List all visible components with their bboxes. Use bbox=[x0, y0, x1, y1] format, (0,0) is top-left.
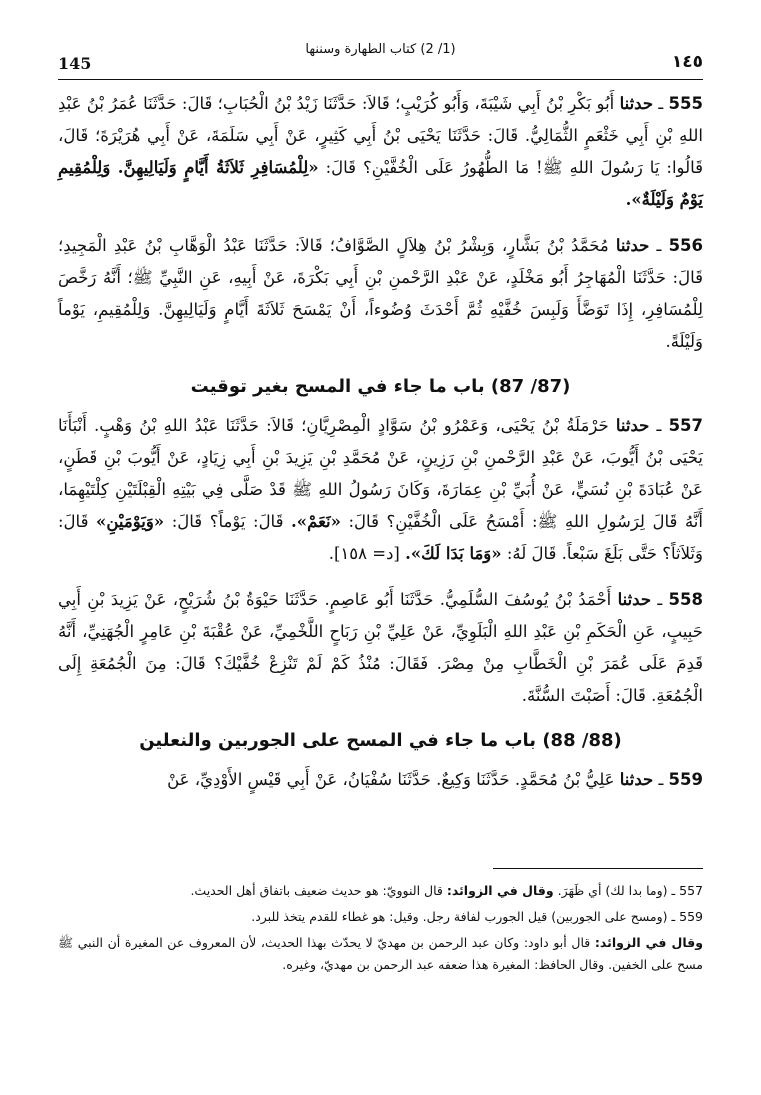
footnote-phrase: (وما بدا لك) bbox=[605, 883, 668, 898]
hadith-text: قَالَ: وَثَلاَثاً؟ حَتَّى بَلَغَ سَبْعاً. قَالَ لَهُ: bbox=[58, 512, 703, 563]
hadith-keyword: حدثنا bbox=[619, 94, 654, 113]
page-header bbox=[58, 36, 703, 76]
header-rule bbox=[58, 79, 703, 80]
hadith-text: عَلِيُّ بْنُ مُحَمَّدٍ. حَدَّثَنَا وَكِيعٌ. حَدَّثَنَا سُفْيَانُ، عَنْ أَبِي قَيْسٍ الأَوْدِيِّ، عَنْ bbox=[167, 770, 615, 789]
footnote-label: وقال في الزوائد: bbox=[594, 935, 703, 950]
footnote-label: وقال في الزوائد: bbox=[446, 883, 554, 898]
hadith-number: 558 bbox=[668, 590, 703, 609]
footnote-text: قيل الجورب لفافة رجل. وقيل: هو غطاء للقدم يتخذ للبرد. bbox=[251, 909, 548, 924]
hadith-keyword: حدثنا bbox=[615, 416, 650, 435]
cross-reference: [د= ١٥٨]. bbox=[328, 544, 400, 563]
running-title: (1/ 2) كتاب الطهارة وسننها bbox=[305, 42, 456, 57]
hadith-number: 559 bbox=[668, 770, 703, 789]
page-number-arabic: ١٤٥ bbox=[671, 52, 703, 72]
footnote-phrase: (ومسح على الجوربين) bbox=[551, 909, 668, 924]
hadith-559: 559 ـ حدثنا عَلِيُّ بْنُ مُحَمَّدٍ. حَدَّثَنَا وَكِيعٌ. حَدَّثَنَا سُفْيَانُ، عَنْ أَبِي قَيْسٍ الأَوْدِيِّ، عَنْ bbox=[167, 770, 703, 789]
prophet-quote: «وَمَا بَدَا لَكَ». bbox=[405, 544, 502, 563]
footnote-gloss: أي ظَهَرَ. bbox=[557, 883, 602, 898]
hadith-keyword: حدثنا bbox=[619, 770, 654, 789]
prophet-quote: «لِلْمُسَافِرِ ثَلاَثَةُ أَيَّامٍ وَلَيَالِيهِنَّ. وَلِلْمُقِيمِ يَوْمٌ وَلَيْلَةٌ». bbox=[58, 158, 703, 209]
footnote-text: قال النوويّ: هو حديث ضعيف باتفاق أهل الحديث. bbox=[190, 883, 443, 898]
hadith-555: 555 ـ حدثنا أَبُو بَكْرِ بْنُ أَبِي شَيْبَةَ، وَأَبُو كُرَيْبٍ؛ قَالاَ: حَدَّثَنَا زَيْدُ بْنُ الْحُبَابِ؛ قَالَ: حَدَّثَنَا عُمَرُ بْنُ عَبْدِ اللهِ بْنِ أَبِي خَثْعَمٍ الثُّمَالِيُّ. قَالَ: حَدَّثَنَا يَحْيَى بْنُ أَبِي كَثِيرٍ، عَنْ أَبِي سَلَمَةَ، عَنْ أَبِي هُرَيْرَةَ؛ قَالَ، قَالُوا: يَا رَسُولَ اللهِ ﷺ! مَا الطُّهُورُ عَلَى الْخُفَّيْنِ؟ قَالَ: «لِلْمُسَافِرِ ثَلاَثَةُ أَيَّامٍ وَلَيَالِيهِنَّ. وَلِلْمُقِيمِ يَوْمٌ وَلَيْلَةٌ». bbox=[58, 94, 704, 209]
hadith-557: 557 ـ حدثنا حَرْمَلَةُ بْنُ يَحْيَى، وَعَمْرُو بْنُ سَوَّادٍ الْمِصْرِيَّانِ؛ قَالاَ: حَدَّثَنَا عَبْدُ اللهِ بْنُ وَهْبٍ. أَنْبَأَنَا يَحْيَى بْنُ أَيُّوبَ، عَنْ عَبْدِ الرَّحْمنِ بْنِ رَزِينٍ، عَنْ مُحَمَّدِ بْنِ يَزِيدَ بْنِ أَبِي زِيَادٍ، عَنْ أَيُّوبَ بْنِ قَطَنٍ، عَنْ عُبَادَةَ بْنِ نُسَيٍّ، عَنْ أُبَيِّ بْنِ عِمَارَةَ، وَكَانَ رَسُولُ اللهِ ﷺ قَدْ صَلَّى فِي بَيْتِهِ الْقِبْلَتَيْنِ كِلْتَيْهِمَا، أَنَّهُ قَالَ لِرَسُولِ اللهِ ﷺ: أَمْسَحُ عَلَى الْخُفَّيْنِ؟ قَالَ: «نَعَمْ». قَالَ: يَوْماً؟ قَالَ: «وَيَوْمَيْنِ» قَالَ: وَثَلاَثاً؟ حَتَّى بَلَغَ سَبْعاً. قَالَ لَهُ: «وَمَا بَدَا لَكَ». [د= ١٥٨]. bbox=[58, 416, 704, 563]
footnote-text: قال أبو داود: وكان عبد الرحمن بن مهديّ لا يحدّث بهذا الحديث، لأن المعروف عن المغيرة أن النبي ﷺ مسح على الخفين. وقال الحافظ: المغيرة هذا ضعفه عبد الرحمن بن مهديّ، وغيره. bbox=[58, 935, 703, 972]
hadith-text: مُحَمَّدُ بْنُ بَشَّارٍ، وَبِشْرُ بْنُ هِلاَلٍ الصَّوَّافُ؛ قَالاَ: حَدَّثَنَا عَبْدُ الْوَهَّابِ بْنُ عَبْدِ الْمَجِيدِ؛ قَالَ: حَدَّثَنَا الْمُهَاجِرُ أَبُو مَخْلَدٍ، عَنْ عَبْدِ الرَّحْمنِ بْنِ أَبِي بَكْرَةَ، عَنْ أَبِيهِ، عَنِ النَّبِيِّ ﷺ؛ أَنَّهُ رَخَّصَ لِلْمُسَافِرِ، إِذَا تَوَضَّأَ وَلَبِسَ خُفَّيْهِ ثُمَّ أَحْدَثَ وُضُوءاً، أَنْ يَمْسَحَ ثَلاَثَةَ أَيَّامٍ وَلَيَالِيهِنَّ. وَلِلْمُقِيمِ، يَوْماً وَلَيْلَةً. bbox=[58, 236, 703, 351]
hadith-text: قَالَ: يَوْماً؟ قَالَ: bbox=[171, 512, 284, 531]
hadith-number: 555 bbox=[668, 94, 703, 113]
footnote-number: 559 bbox=[679, 909, 703, 924]
hadith-556: 556 ـ حدثنا مُحَمَّدُ بْنُ بَشَّارٍ، وَبِشْرُ بْنُ هِلاَلٍ الصَّوَّافُ؛ قَالاَ: حَدَّثَنَا عَبْدُ الْوَهَّابِ بْنُ عَبْدِ الْمَجِيدِ؛ قَالَ: حَدَّثَنَا الْمُهَاجِرُ أَبُو مَخْلَدٍ، عَنْ عَبْدِ الرَّحْمنِ بْنِ أَبِي بَكْرَةَ، عَنْ أَبِيهِ، عَنِ النَّبِيِّ ﷺ؛ أَنَّهُ رَخَّصَ لِلْمُسَافِرِ، إِذَا تَوَضَّأَ وَلَبِسَ خُفَّيْهِ ثُمَّ أَحْدَثَ وُضُوءاً، أَنْ يَمْسَحَ ثَلاَثَةَ أَيَّامٍ وَلَيَالِيهِنَّ. وَلِلْمُقِيمِ، يَوْماً وَلَيْلَةً. bbox=[58, 236, 704, 351]
hadith-keyword: حدثنا bbox=[617, 590, 652, 609]
prophet-quote: «وَيَوْمَيْنِ» bbox=[96, 512, 165, 531]
main-text bbox=[58, 88, 703, 810]
hadith-text: أَحْمَدُ بْنُ يُوسُفَ السُّلَمِيُّ. حَدَّثَنَا أَبُو عَاصِمٍ. حَدَّثَنَا حَيْوَةُ بْنُ شُرَيْحٍ، عَنْ يَزِيدَ بْنِ أَبِي حَبِيبٍ، عَنِ الْحَكَمِ بْنِ عَبْدِ اللهِ الْبَلَوِيِّ، عَنْ عَلِيِّ بْنِ رَبَاحٍ اللَّخْمِيِّ، عَنْ عُقْبَةَ بْنِ عَامِرٍ الْجُهَنِيِّ، أَنَّهُ قَدِمَ عَلَى عُمَرَ بْنِ الْخَطَّابِ مِنْ مِصْرَ. فَقَالَ: مُنْذُ كَمْ لَمْ تَنْزِعْ خُفَّيْكَ؟ قَالَ: مِنَ الْجُمُعَةِ إِلَى الْجُمُعَةِ. قَالَ: أَصَبْتَ السُّنَّةَ. bbox=[58, 590, 703, 705]
footnote-separator bbox=[493, 868, 703, 869]
footnotes bbox=[58, 880, 703, 980]
hadith-558: 558 ـ حدثنا أَحْمَدُ بْنُ يُوسُفَ السُّلَمِيُّ. حَدَّثَنَا أَبُو عَاصِمٍ. حَدَّثَنَا حَيْوَةُ بْنُ شُرَيْحٍ، عَنْ يَزِيدَ بْنِ أَبِي حَبِيبٍ، عَنِ الْحَكَمِ بْنِ عَبْدِ اللهِ الْبَلَوِيِّ، عَنْ عَلِيِّ بْنِ رَبَاحٍ اللَّخْمِيِّ، عَنْ عُقْبَةَ بْنِ عَامِرٍ الْجُهَنِيِّ، أَنَّهُ قَدِمَ عَلَى عُمَرَ بْنِ الْخَطَّابِ مِنْ مِصْرَ. فَقَالَ: مُنْذُ كَمْ لَمْ تَنْزِعْ خُفَّيْكَ؟ قَالَ: مِنَ الْجُمُعَةِ إِلَى الْجُمُعَةِ. قَالَ: أَصَبْتَ السُّنَّةَ. bbox=[58, 590, 703, 705]
chapter-heading-87: (87/ 87) باب ما جاء في المسح بغير توقيت bbox=[190, 376, 571, 397]
hadith-number: 557 bbox=[668, 416, 704, 435]
chapter-heading-88: (88/ 88) باب ما جاء في المسح على الجوربين والنعلين bbox=[139, 730, 622, 751]
footnote-559: 559 ـ (ومسح على الجوربين) قيل الجورب لفافة رجل. وقيل: هو غطاء للقدم يتخذ للبرد. bbox=[251, 909, 703, 924]
footnote-557: 557 ـ (وما بدا لك) أي ظَهَرَ. وقال في الزوائد: قال النوويّ: هو حديث ضعيف باتفاق أهل الحديث. bbox=[190, 883, 703, 898]
footnote-number: 557 bbox=[679, 883, 703, 898]
hadith-keyword: حدثنا bbox=[615, 236, 650, 255]
prophet-quote: «نَعَمْ». bbox=[291, 512, 341, 531]
hadith-number: 556 bbox=[668, 236, 704, 255]
hadith-text: أَبُو بَكْرِ بْنُ أَبِي شَيْبَةَ، وَأَبُو كُرَيْبٍ؛ قَالاَ: حَدَّثَنَا زَيْدُ بْنُ الْحُبَابِ؛ قَالَ: حَدَّثَنَا عُمَرُ بْنُ عَبْدِ اللهِ بْنِ أَبِي خَثْعَمٍ الثُّمَالِيُّ. قَالَ: حَدَّثَنَا يَحْيَى بْنُ أَبِي كَثِيرٍ، عَنْ أَبِي سَلَمَةَ، عَنْ أَبِي هُرَيْرَةَ؛ قَالَ، قَالُوا: يَا رَسُولَ اللهِ ﷺ! مَا الطُّهُورُ عَلَى الْخُفَّيْنِ؟ قَالَ: bbox=[58, 94, 704, 177]
hadith-text: حَرْمَلَةُ بْنُ يَحْيَى، وَعَمْرُو بْنُ سَوَّادٍ الْمِصْرِيَّانِ؛ قَالاَ: حَدَّثَنَا عَبْدُ اللهِ بْنُ وَهْبٍ. أَنْبَأَنَا يَحْيَى بْنُ أَيُّوبَ، عَنْ عَبْدِ الرَّحْمنِ بْنِ رَزِينٍ، عَنْ مُحَمَّدِ بْنِ يَزِيدَ بْنِ أَبِي زِيَادٍ، عَنْ أَيُّوبَ بْنِ قَطَنٍ، عَنْ عُبَادَةَ بْنِ نُسَيٍّ، عَنْ أُبَيِّ بْنِ عِمَارَةَ، وَكَانَ رَسُولُ اللهِ ﷺ قَدْ صَلَّى فِي بَيْتِهِ الْقِبْلَتَيْنِ كِلْتَيْهِمَا، أَنَّهُ قَالَ لِرَسُولِ اللهِ ﷺ: أَمْسَحُ عَلَى الْخُفَّيْنِ؟ قَالَ: bbox=[58, 416, 703, 531]
footnote-559-zawaid bbox=[58, 932, 703, 976]
page-number-latin: 145 bbox=[58, 54, 92, 73]
